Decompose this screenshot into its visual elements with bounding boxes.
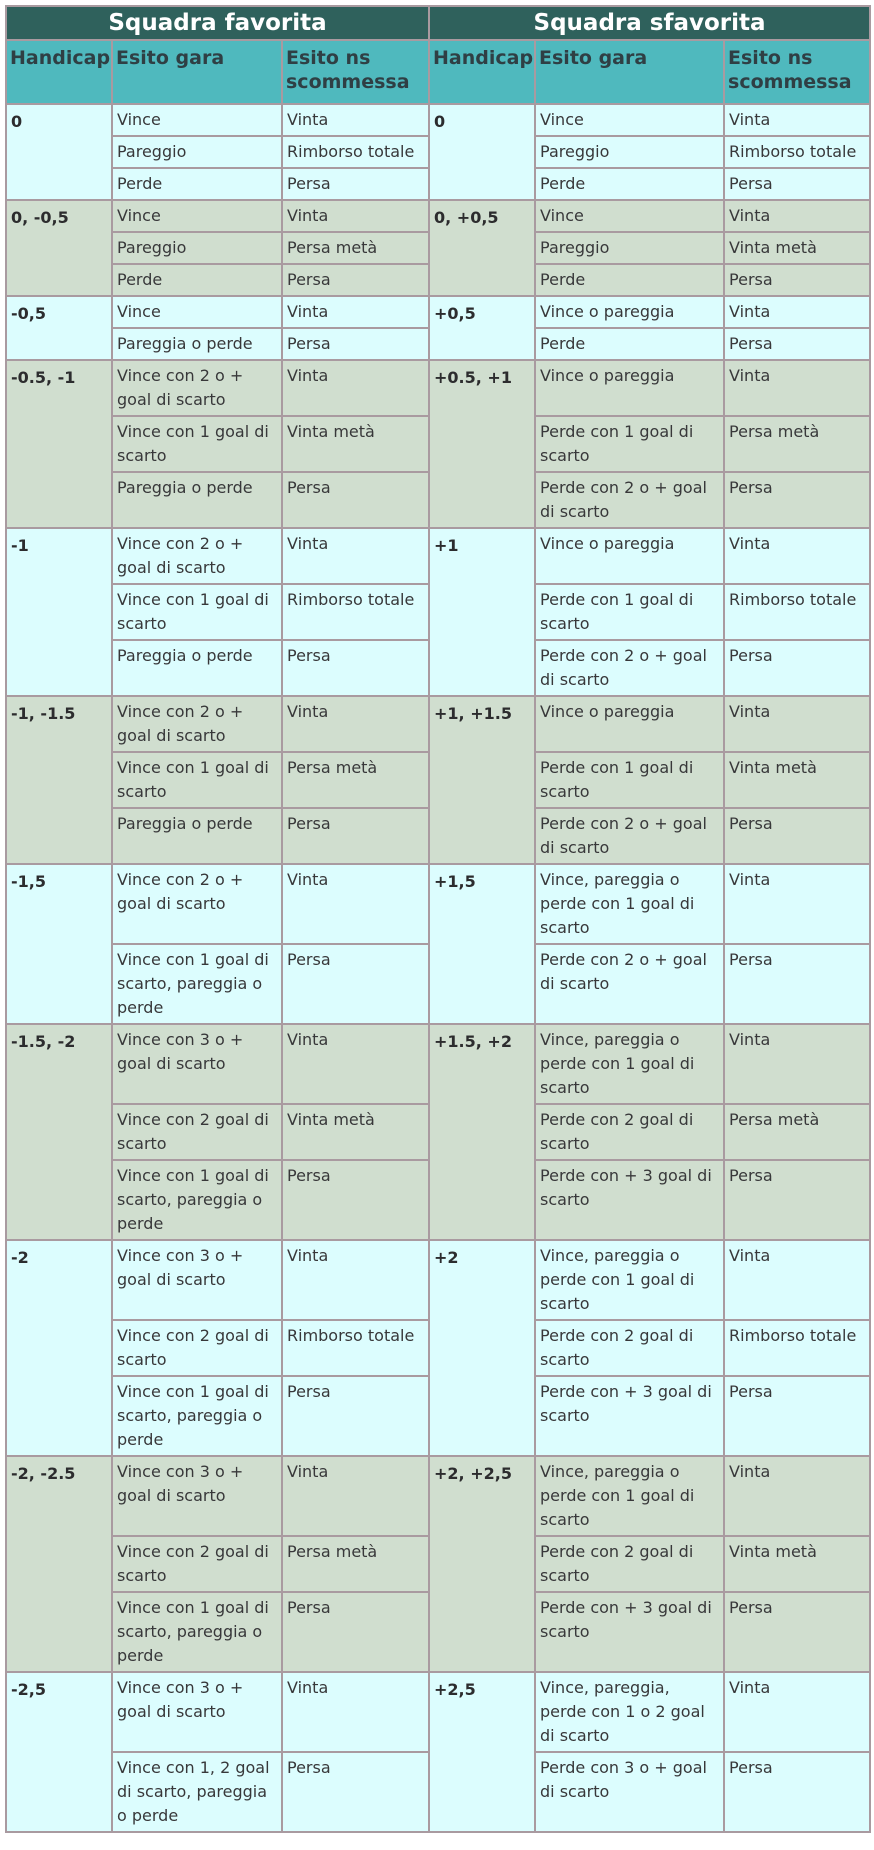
dog-bet-outcome-cell: Vinta (724, 1240, 870, 1320)
fav-handicap-cell: 0 (6, 104, 112, 200)
dog-race-outcome-cell: Vince, pareggia o perde con 1 goal di scarto (535, 1240, 724, 1320)
dog-race-outcome-cell: Perde (535, 168, 724, 200)
dog-race-outcome-cell: Vince o pareggia (535, 528, 724, 584)
dog-bet-outcome-cell: Vinta (724, 1456, 870, 1536)
fav-race-outcome-cell: Vince con 1 goal di scarto, pareggia o perde (112, 944, 282, 1024)
dog-race-outcome-cell: Perde con 2 o + goal di scarto (535, 640, 724, 696)
fav-race-outcome-cell: Vince con 1 goal di scarto (112, 584, 282, 640)
dog-bet-outcome-cell: Vinta (724, 864, 870, 944)
fav-handicap-cell: -1 (6, 528, 112, 696)
dog-race-outcome-cell: Vince, pareggia, perde con 1 o 2 goal di scarto (535, 1672, 724, 1752)
handicap-table (5, 5, 871, 1833)
dog-race-outcome-cell: Pareggio (535, 232, 724, 264)
fav-handicap-cell: -1.5, -2 (6, 1024, 112, 1240)
favorite-team-header: Squadra favorita (6, 6, 429, 40)
fav-handicap-cell: -2,5 (6, 1672, 112, 1832)
dog-race-outcome-cell: Perde con 2 o + goal di scarto (535, 808, 724, 864)
dog-race-outcome-header: Esito gara (535, 40, 724, 104)
dog-bet-outcome-cell: Vinta (724, 696, 870, 752)
fav-bet-outcome-cell: Vinta (282, 864, 429, 944)
fav-handicap-cell: -2, -2.5 (6, 1456, 112, 1672)
dog-race-outcome-cell: Vince (535, 104, 724, 136)
dog-race-outcome-cell: Vince o pareggia (535, 696, 724, 752)
dog-race-outcome-cell: Perde con 2 o + goal di scarto (535, 944, 724, 1024)
fav-bet-outcome-cell: Persa (282, 1160, 429, 1240)
fav-race-outcome-cell: Pareggia o perde (112, 328, 282, 360)
dog-handicap-cell: +1,5 (429, 864, 535, 1024)
dog-handicap-cell: 0 (429, 104, 535, 200)
dog-bet-outcome-cell: Vinta metà (724, 232, 870, 264)
dog-race-outcome-cell: Perde con 1 goal di scarto (535, 752, 724, 808)
fav-race-outcome-cell: Vince con 2 goal di scarto (112, 1104, 282, 1160)
dog-race-outcome-cell: Perde con 2 goal di scarto (535, 1104, 724, 1160)
dog-race-outcome-cell: Perde con 1 goal di scarto (535, 584, 724, 640)
fav-race-outcome-cell: Pareggio (112, 136, 282, 168)
dog-bet-outcome-cell: Vinta (724, 1024, 870, 1104)
fav-race-outcome-cell: Vince con 3 o + goal di scarto (112, 1240, 282, 1320)
dog-bet-outcome-cell: Persa (724, 472, 870, 528)
fav-race-outcome-cell: Pareggio (112, 232, 282, 264)
dog-race-outcome-cell: Vince, pareggia o perde con 1 goal di scarto (535, 1456, 724, 1536)
dog-race-outcome-cell: Vince, pareggia o perde con 1 goal di scarto (535, 1024, 724, 1104)
fav-race-outcome-cell: Vince con 2 goal di scarto (112, 1320, 282, 1376)
fav-bet-outcome-cell: Vinta (282, 1240, 429, 1320)
dog-bet-outcome-cell: Persa (724, 1160, 870, 1240)
fav-bet-outcome-cell: Persa metà (282, 1536, 429, 1592)
fav-bet-outcome-cell: Persa metà (282, 232, 429, 264)
fav-race-outcome-header: Esito gara (112, 40, 282, 104)
dog-race-outcome-cell: Pareggio (535, 136, 724, 168)
fav-bet-outcome-cell: Vinta (282, 296, 429, 328)
fav-bet-outcome-cell: Vinta (282, 1456, 429, 1536)
dog-handicap-cell: 0, +0,5 (429, 200, 535, 296)
dog-race-outcome-cell: Vince o pareggia (535, 360, 724, 416)
fav-bet-outcome-cell: Rimborso totale (282, 584, 429, 640)
dog-bet-outcome-cell: Rimborso totale (724, 584, 870, 640)
dog-bet-outcome-cell: Persa (724, 1376, 870, 1456)
dog-race-outcome-cell: Perde con + 3 goal di scarto (535, 1376, 724, 1456)
fav-handicap-cell: -1, -1.5 (6, 696, 112, 864)
fav-race-outcome-cell: Vince con 1, 2 goal di scarto, pareggia o perde (112, 1752, 282, 1832)
table-row (6, 200, 870, 232)
fav-race-outcome-cell: Pareggia o perde (112, 472, 282, 528)
fav-race-outcome-cell: Vince con 3 o + goal di scarto (112, 1456, 282, 1536)
fav-race-outcome-cell: Vince con 2 o + goal di scarto (112, 696, 282, 752)
dog-race-outcome-cell: Vince, pareggia o perde con 1 goal di scarto (535, 864, 724, 944)
fav-race-outcome-cell: Vince con 2 o + goal di scarto (112, 360, 282, 416)
fav-bet-outcome-cell: Vinta (282, 1024, 429, 1104)
dog-bet-outcome-cell: Vinta (724, 360, 870, 416)
dog-bet-outcome-cell: Vinta (724, 200, 870, 232)
dog-bet-outcome-cell: Persa (724, 808, 870, 864)
table-row (6, 528, 870, 584)
fav-bet-outcome-cell: Persa (282, 808, 429, 864)
fav-bet-outcome-cell: Persa (282, 1376, 429, 1456)
dog-race-outcome-cell: Perde con 3 o + goal di scarto (535, 1752, 724, 1832)
fav-bet-outcome-cell: Persa metà (282, 752, 429, 808)
fav-bet-outcome-cell: Vinta (282, 200, 429, 232)
table-row (6, 296, 870, 328)
table-row (6, 864, 870, 944)
fav-race-outcome-cell: Perde (112, 264, 282, 296)
dog-bet-outcome-cell: Persa metà (724, 416, 870, 472)
fav-bet-outcome-cell: Vinta (282, 1672, 429, 1752)
table-row (6, 1240, 870, 1320)
dog-handicap-cell: +2, +2,5 (429, 1456, 535, 1672)
fav-race-outcome-cell: Pareggia o perde (112, 640, 282, 696)
dog-bet-outcome-cell: Persa (724, 328, 870, 360)
fav-bet-outcome-cell: Vinta (282, 104, 429, 136)
table-row (6, 696, 870, 752)
fav-bet-outcome-cell: Persa (282, 472, 429, 528)
fav-race-outcome-cell: Vince con 3 o + goal di scarto (112, 1672, 282, 1752)
fav-bet-outcome-cell: Vinta (282, 528, 429, 584)
fav-bet-outcome-cell: Persa (282, 944, 429, 1024)
fav-bet-outcome-cell: Vinta (282, 360, 429, 416)
dog-race-outcome-cell: Vince (535, 200, 724, 232)
fav-handicap-cell: -1,5 (6, 864, 112, 1024)
fav-race-outcome-cell: Perde (112, 168, 282, 200)
dog-race-outcome-cell: Perde con 2 goal di scarto (535, 1320, 724, 1376)
table-row (6, 104, 870, 136)
dog-bet-outcome-cell: Vinta (724, 1672, 870, 1752)
dog-bet-outcome-cell: Vinta (724, 296, 870, 328)
dog-handicap-cell: +0.5, +1 (429, 360, 535, 528)
table-row (6, 1024, 870, 1104)
fav-race-outcome-cell: Vince con 1 goal di scarto (112, 416, 282, 472)
fav-race-outcome-cell: Vince con 1 goal di scarto (112, 752, 282, 808)
dog-bet-outcome-header: Esito ns scommessa (724, 40, 870, 104)
fav-bet-outcome-cell: Rimborso totale (282, 1320, 429, 1376)
fav-race-outcome-cell: Vince con 2 o + goal di scarto (112, 528, 282, 584)
dog-handicap-cell: +2,5 (429, 1672, 535, 1832)
fav-race-outcome-cell: Vince con 1 goal di scarto, pareggia o perde (112, 1592, 282, 1672)
table-row (6, 1672, 870, 1752)
fav-bet-outcome-cell: Persa (282, 168, 429, 200)
dog-bet-outcome-cell: Vinta metà (724, 752, 870, 808)
fav-handicap-cell: -0,5 (6, 296, 112, 360)
fav-race-outcome-cell: Vince (112, 296, 282, 328)
table-body (6, 104, 870, 1832)
dog-bet-outcome-cell: Persa (724, 168, 870, 200)
fav-bet-outcome-cell: Rimborso totale (282, 136, 429, 168)
dog-race-outcome-cell: Perde (535, 264, 724, 296)
fav-handicap-header: Handicap (6, 40, 112, 104)
fav-bet-outcome-header: Esito ns scommessa (282, 40, 429, 104)
dog-bet-outcome-cell: Persa (724, 1592, 870, 1672)
underdog-team-header: Squadra sfavorita (429, 6, 870, 40)
dog-race-outcome-cell: Perde con + 3 goal di scarto (535, 1160, 724, 1240)
fav-race-outcome-cell: Vince con 2 goal di scarto (112, 1536, 282, 1592)
fav-race-outcome-cell: Vince (112, 200, 282, 232)
dog-race-outcome-cell: Perde (535, 328, 724, 360)
fav-race-outcome-cell: Pareggia o perde (112, 808, 282, 864)
dog-bet-outcome-cell: Rimborso totale (724, 1320, 870, 1376)
fav-bet-outcome-cell: Persa (282, 640, 429, 696)
dog-race-outcome-cell: Perde con + 3 goal di scarto (535, 1592, 724, 1672)
dog-race-outcome-cell: Perde con 2 o + goal di scarto (535, 472, 724, 528)
dog-handicap-cell: +1.5, +2 (429, 1024, 535, 1240)
table-row (6, 1456, 870, 1536)
fav-handicap-cell: -0.5, -1 (6, 360, 112, 528)
fav-race-outcome-cell: Vince (112, 104, 282, 136)
dog-race-outcome-cell: Perde con 1 goal di scarto (535, 416, 724, 472)
dog-handicap-header: Handicap (429, 40, 535, 104)
fav-bet-outcome-cell: Persa (282, 328, 429, 360)
dog-bet-outcome-cell: Persa metà (724, 1104, 870, 1160)
fav-bet-outcome-cell: Persa (282, 1752, 429, 1832)
fav-handicap-cell: -2 (6, 1240, 112, 1456)
fav-bet-outcome-cell: Persa (282, 1592, 429, 1672)
dog-handicap-cell: +1, +1.5 (429, 696, 535, 864)
fav-bet-outcome-cell: Persa (282, 264, 429, 296)
fav-race-outcome-cell: Vince con 2 o + goal di scarto (112, 864, 282, 944)
dog-handicap-cell: +1 (429, 528, 535, 696)
fav-handicap-cell: 0, -0,5 (6, 200, 112, 296)
table-row (6, 360, 870, 416)
fav-bet-outcome-cell: Vinta (282, 696, 429, 752)
fav-bet-outcome-cell: Vinta metà (282, 1104, 429, 1160)
dog-handicap-cell: +0,5 (429, 296, 535, 360)
dog-bet-outcome-cell: Vinta (724, 528, 870, 584)
dog-bet-outcome-cell: Persa (724, 640, 870, 696)
fav-bet-outcome-cell: Vinta metà (282, 416, 429, 472)
dog-race-outcome-cell: Perde con 2 goal di scarto (535, 1536, 724, 1592)
fav-race-outcome-cell: Vince con 1 goal di scarto, pareggia o perde (112, 1160, 282, 1240)
dog-handicap-cell: +2 (429, 1240, 535, 1456)
dog-bet-outcome-cell: Persa (724, 264, 870, 296)
dog-bet-outcome-cell: Persa (724, 944, 870, 1024)
fav-race-outcome-cell: Vince con 3 o + goal di scarto (112, 1024, 282, 1104)
dog-race-outcome-cell: Vince o pareggia (535, 296, 724, 328)
fav-race-outcome-cell: Vince con 1 goal di scarto, pareggia o perde (112, 1376, 282, 1456)
dog-bet-outcome-cell: Vinta (724, 104, 870, 136)
dog-bet-outcome-cell: Rimborso totale (724, 136, 870, 168)
dog-bet-outcome-cell: Vinta metà (724, 1536, 870, 1592)
dog-bet-outcome-cell: Persa (724, 1752, 870, 1832)
